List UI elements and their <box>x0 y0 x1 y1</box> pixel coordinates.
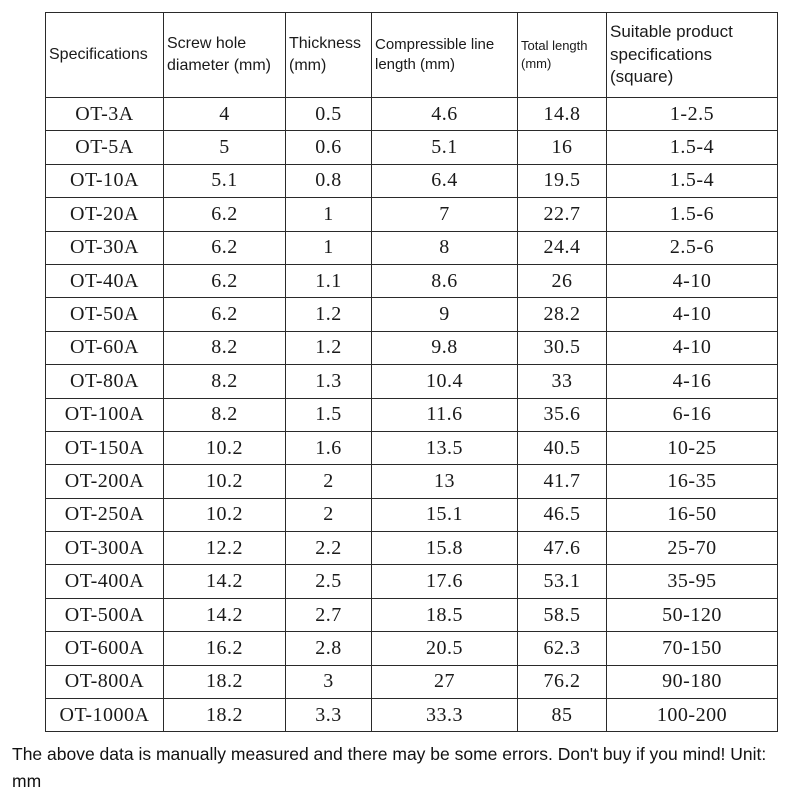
spec-cell: OT-1000A <box>46 699 164 732</box>
header-compressible-line-length: Compressible line length (mm) <box>372 13 518 98</box>
compressible-length-cell: 13 <box>372 465 518 498</box>
spec-cell: OT-400A <box>46 565 164 598</box>
total-length-cell: 35.6 <box>518 398 607 431</box>
compressible-length-cell: 20.5 <box>372 632 518 665</box>
total-length-cell: 28.2 <box>518 298 607 331</box>
suitable-spec-cell: 4-10 <box>607 264 778 297</box>
compressible-length-cell: 27 <box>372 665 518 698</box>
total-length-cell: 58.5 <box>518 598 607 631</box>
total-length-cell: 53.1 <box>518 565 607 598</box>
compressible-length-cell: 17.6 <box>372 565 518 598</box>
compressible-length-cell: 10.4 <box>372 365 518 398</box>
table-row <box>46 431 778 464</box>
screw-hole-cell: 10.2 <box>164 465 286 498</box>
total-length-cell: 14.8 <box>518 98 607 131</box>
compressible-length-cell: 9.8 <box>372 331 518 364</box>
spec-cell: OT-500A <box>46 598 164 631</box>
suitable-spec-cell: 1.5-6 <box>607 198 778 231</box>
table-row <box>46 632 778 665</box>
table-row <box>46 365 778 398</box>
suitable-spec-cell: 6-16 <box>607 398 778 431</box>
table-row <box>46 164 778 197</box>
screw-hole-cell: 5 <box>164 131 286 164</box>
table-row <box>46 98 778 131</box>
screw-hole-cell: 6.2 <box>164 264 286 297</box>
header-specifications: Specifications <box>46 13 164 98</box>
total-length-cell: 19.5 <box>518 164 607 197</box>
screw-hole-cell: 8.2 <box>164 331 286 364</box>
thickness-cell: 1.5 <box>286 398 372 431</box>
screw-hole-cell: 8.2 <box>164 365 286 398</box>
total-length-cell: 30.5 <box>518 331 607 364</box>
suitable-spec-cell: 4-10 <box>607 331 778 364</box>
spec-cell: OT-250A <box>46 498 164 531</box>
screw-hole-cell: 14.2 <box>164 598 286 631</box>
suitable-spec-cell: 25-70 <box>607 532 778 565</box>
spec-cell: OT-800A <box>46 665 164 698</box>
suitable-spec-cell: 1.5-4 <box>607 164 778 197</box>
suitable-spec-cell: 35-95 <box>607 565 778 598</box>
spec-cell: OT-50A <box>46 298 164 331</box>
compressible-length-cell: 9 <box>372 298 518 331</box>
table-row <box>46 398 778 431</box>
screw-hole-cell: 6.2 <box>164 231 286 264</box>
spec-cell: OT-100A <box>46 398 164 431</box>
table-row <box>46 131 778 164</box>
total-length-cell: 85 <box>518 699 607 732</box>
compressible-length-cell: 8.6 <box>372 264 518 297</box>
thickness-cell: 1.6 <box>286 431 372 464</box>
spec-cell: OT-40A <box>46 264 164 297</box>
thickness-cell: 0.5 <box>286 98 372 131</box>
compressible-length-cell: 13.5 <box>372 431 518 464</box>
suitable-spec-cell: 10-25 <box>607 431 778 464</box>
thickness-cell: 3 <box>286 665 372 698</box>
screw-hole-cell: 16.2 <box>164 632 286 665</box>
total-length-cell: 33 <box>518 365 607 398</box>
suitable-spec-cell: 100-200 <box>607 699 778 732</box>
spec-cell: OT-3A <box>46 98 164 131</box>
header-thickness: Thickness (mm) <box>286 13 372 98</box>
table-body <box>46 98 778 732</box>
compressible-length-cell: 18.5 <box>372 598 518 631</box>
screw-hole-cell: 10.2 <box>164 431 286 464</box>
screw-hole-cell: 18.2 <box>164 665 286 698</box>
header-screw-hole-diameter: Screw hole diameter (mm) <box>164 13 286 98</box>
suitable-spec-cell: 16-35 <box>607 465 778 498</box>
compressible-length-cell: 5.1 <box>372 131 518 164</box>
table-row <box>46 565 778 598</box>
thickness-cell: 1.2 <box>286 331 372 364</box>
table-row <box>46 665 778 698</box>
spec-cell: OT-20A <box>46 198 164 231</box>
total-length-cell: 26 <box>518 264 607 297</box>
table-row <box>46 331 778 364</box>
screw-hole-cell: 18.2 <box>164 699 286 732</box>
spec-cell: OT-80A <box>46 365 164 398</box>
suitable-spec-cell: 16-50 <box>607 498 778 531</box>
suitable-spec-cell: 4-10 <box>607 298 778 331</box>
spec-cell: OT-60A <box>46 331 164 364</box>
screw-hole-cell: 10.2 <box>164 498 286 531</box>
table-row <box>46 598 778 631</box>
screw-hole-cell: 8.2 <box>164 398 286 431</box>
compressible-length-cell: 6.4 <box>372 164 518 197</box>
table-row <box>46 532 778 565</box>
compressible-length-cell: 4.6 <box>372 98 518 131</box>
header-total-length: Total length (mm) <box>518 13 607 98</box>
total-length-cell: 41.7 <box>518 465 607 498</box>
total-length-cell: 24.4 <box>518 231 607 264</box>
thickness-cell: 2.7 <box>286 598 372 631</box>
screw-hole-cell: 6.2 <box>164 198 286 231</box>
table-row <box>46 699 778 732</box>
suitable-spec-cell: 4-16 <box>607 365 778 398</box>
suitable-spec-cell: 70-150 <box>607 632 778 665</box>
table-row <box>46 298 778 331</box>
suitable-spec-cell: 1-2.5 <box>607 98 778 131</box>
disclaimer-note: The above data is manually measured and there may be some errors. Don't buy if you mind! Unit: mm <box>12 744 767 791</box>
thickness-cell: 1.1 <box>286 264 372 297</box>
screw-hole-cell: 4 <box>164 98 286 131</box>
compressible-length-cell: 15.1 <box>372 498 518 531</box>
spec-cell: OT-200A <box>46 465 164 498</box>
compressible-length-cell: 8 <box>372 231 518 264</box>
total-length-cell: 47.6 <box>518 532 607 565</box>
table-row <box>46 498 778 531</box>
screw-hole-cell: 12.2 <box>164 532 286 565</box>
spec-table <box>45 12 778 732</box>
thickness-cell: 2 <box>286 465 372 498</box>
spec-cell: OT-30A <box>46 231 164 264</box>
header-row <box>46 13 778 98</box>
screw-hole-cell: 5.1 <box>164 164 286 197</box>
total-length-cell: 76.2 <box>518 665 607 698</box>
total-length-cell: 62.3 <box>518 632 607 665</box>
thickness-cell: 3.3 <box>286 699 372 732</box>
screw-hole-cell: 14.2 <box>164 565 286 598</box>
screw-hole-cell: 6.2 <box>164 298 286 331</box>
header-suitable-product-specifications: Suitable product specifications (square) <box>607 13 778 98</box>
thickness-cell: 1.3 <box>286 365 372 398</box>
thickness-cell: 2.8 <box>286 632 372 665</box>
suitable-spec-cell: 1.5-4 <box>607 131 778 164</box>
compressible-length-cell: 11.6 <box>372 398 518 431</box>
total-length-cell: 40.5 <box>518 431 607 464</box>
total-length-cell: 16 <box>518 131 607 164</box>
compressible-length-cell: 7 <box>372 198 518 231</box>
compressible-length-cell: 15.8 <box>372 532 518 565</box>
suitable-spec-cell: 2.5-6 <box>607 231 778 264</box>
suitable-spec-cell: 90-180 <box>607 665 778 698</box>
thickness-cell: 2.5 <box>286 565 372 598</box>
table-row <box>46 198 778 231</box>
spec-cell: OT-10A <box>46 164 164 197</box>
thickness-cell: 2 <box>286 498 372 531</box>
thickness-cell: 0.8 <box>286 164 372 197</box>
thickness-cell: 1 <box>286 231 372 264</box>
thickness-cell: 0.6 <box>286 131 372 164</box>
suitable-spec-cell: 50-120 <box>607 598 778 631</box>
total-length-cell: 46.5 <box>518 498 607 531</box>
compressible-length-cell: 33.3 <box>372 699 518 732</box>
total-length-cell: 22.7 <box>518 198 607 231</box>
spec-cell: OT-300A <box>46 532 164 565</box>
thickness-cell: 1.2 <box>286 298 372 331</box>
thickness-cell: 2.2 <box>286 532 372 565</box>
table-row <box>46 465 778 498</box>
spec-cell: OT-600A <box>46 632 164 665</box>
thickness-cell: 1 <box>286 198 372 231</box>
table-row <box>46 231 778 264</box>
table-row <box>46 264 778 297</box>
spec-cell: OT-5A <box>46 131 164 164</box>
spec-cell: OT-150A <box>46 431 164 464</box>
